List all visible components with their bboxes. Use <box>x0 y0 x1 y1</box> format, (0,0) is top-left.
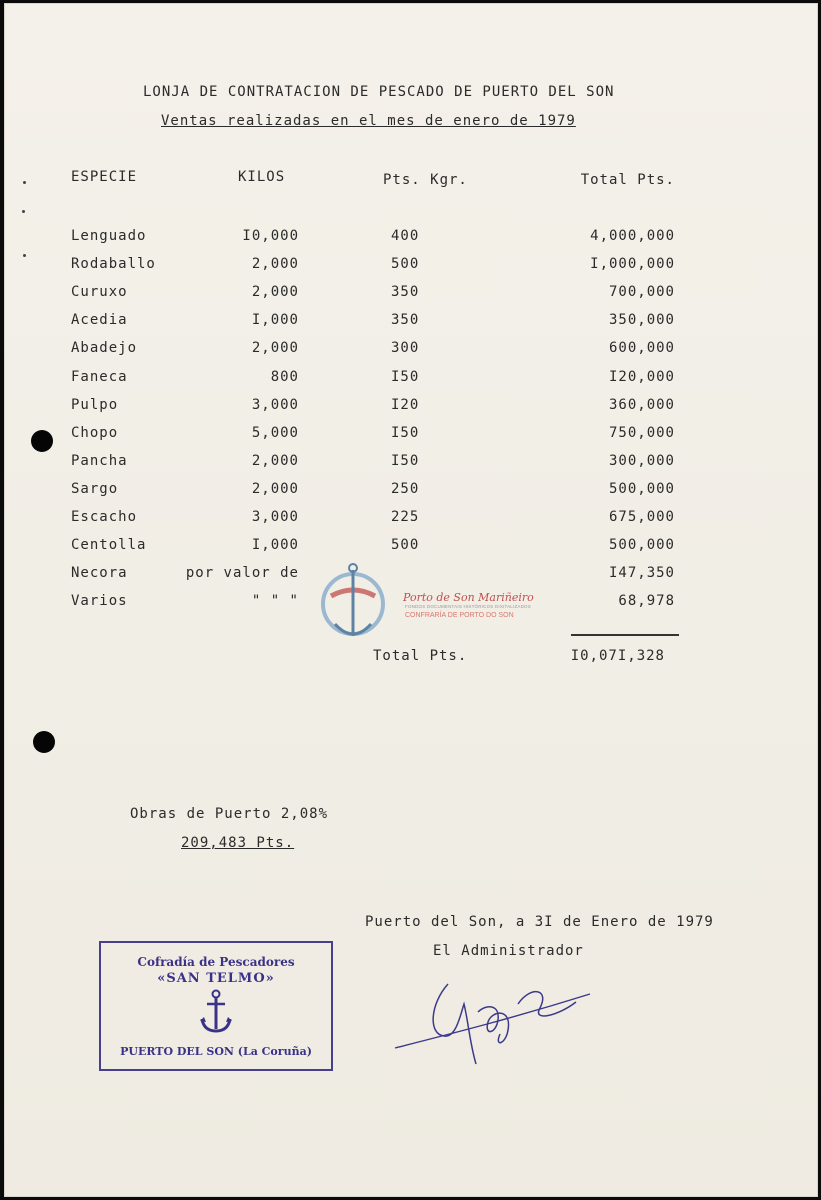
column-header-especie: ESPECIE <box>71 169 138 185</box>
column-header-total: Total Pts. <box>580 172 675 188</box>
cell-kilos: I,000 <box>251 537 299 553</box>
cell-especie: Necora <box>71 565 128 581</box>
watermark-tagline: FONDOS DOCUMENTAIS HISTÓRICOS DIXITALIZADOS <box>405 604 531 609</box>
cofradia-stamp <box>99 941 333 1071</box>
column-header-kilos: KILOS <box>238 169 286 185</box>
margin-mark <box>23 254 26 257</box>
document-subtitle: Ventas realizadas en el mes de enero de 1979 <box>161 113 576 129</box>
cell-total: 750,000 <box>608 425 675 441</box>
cell-kilos: 2,000 <box>251 453 299 469</box>
cell-total: 4,000,000 <box>590 228 675 244</box>
cell-kilos: 3,000 <box>251 397 299 413</box>
cell-especie: Escacho <box>71 509 138 525</box>
cell-kilos: 800 <box>270 369 299 385</box>
total-label: Total Pts. <box>373 648 468 664</box>
administrator-label: El Administrador <box>433 943 584 959</box>
column-header-pts-kgr: Pts. Kgr. <box>383 172 468 188</box>
cell-total: 675,000 <box>608 509 675 525</box>
cell-pts-kgr: I50 <box>391 369 420 385</box>
obras-amount: 209,483 Pts. <box>181 835 295 851</box>
stamp-line2: «SAN TELMO» <box>157 971 275 986</box>
cell-especie: Faneca <box>71 369 128 385</box>
cell-kilos: por valor de <box>185 565 299 581</box>
margin-mark <box>23 181 26 184</box>
document-page <box>4 3 818 1197</box>
cell-total: 500,000 <box>608 481 675 497</box>
cell-kilos: 2,000 <box>251 481 299 497</box>
cell-pts-kgr: 225 <box>391 509 420 525</box>
cell-kilos: " " " <box>251 593 299 609</box>
cell-especie: Pancha <box>71 453 128 469</box>
cell-especie: Lenguado <box>71 228 147 244</box>
cell-pts-kgr: 500 <box>391 537 420 553</box>
cell-especie: Centolla <box>71 537 147 553</box>
stamp-line3: PUERTO DEL SON (La Coruña) <box>120 1045 312 1058</box>
cell-especie: Acedia <box>71 312 128 328</box>
total-value: I0,07I,328 <box>570 648 665 664</box>
cell-especie: Varios <box>71 593 128 609</box>
cell-kilos: I0,000 <box>242 228 299 244</box>
cell-total: I20,000 <box>608 369 675 385</box>
cell-total: 700,000 <box>608 284 675 300</box>
cell-kilos: 3,000 <box>251 509 299 525</box>
cell-kilos: 2,000 <box>251 340 299 356</box>
margin-mark <box>22 210 25 213</box>
cell-kilos: 2,000 <box>251 256 299 272</box>
total-rule <box>571 634 679 636</box>
cell-pts-kgr: I50 <box>391 453 420 469</box>
watermark-brand: Porto de Son Mariñeiro <box>403 591 534 604</box>
cell-kilos: 2,000 <box>251 284 299 300</box>
cell-total: I,000,000 <box>590 256 675 272</box>
cell-total: I47,350 <box>608 565 675 581</box>
cell-kilos: I,000 <box>251 312 299 328</box>
signature <box>390 964 610 1074</box>
cell-total: 350,000 <box>608 312 675 328</box>
punch-hole <box>33 731 55 753</box>
cell-pts-kgr: 350 <box>391 284 420 300</box>
obras-label: Obras de Puerto 2,08% <box>130 806 329 822</box>
cell-pts-kgr: 500 <box>391 256 420 272</box>
cell-especie: Rodaballo <box>71 256 156 272</box>
anchor-icon <box>199 989 233 1035</box>
cell-pts-kgr: I20 <box>391 397 420 413</box>
cell-pts-kgr: 400 <box>391 228 420 244</box>
cell-total: 68,978 <box>618 593 675 609</box>
cell-total: 600,000 <box>608 340 675 356</box>
cell-pts-kgr: I50 <box>391 425 420 441</box>
cell-especie: Sargo <box>71 481 119 497</box>
stamp-line1: Cofradía de Pescadores <box>137 955 295 969</box>
cell-especie: Chopo <box>71 425 119 441</box>
cell-especie: Curuxo <box>71 284 128 300</box>
cell-pts-kgr: 300 <box>391 340 420 356</box>
cell-especie: Abadejo <box>71 340 138 356</box>
cell-kilos: 5,000 <box>251 425 299 441</box>
cell-total: 360,000 <box>608 397 675 413</box>
cell-pts-kgr: 350 <box>391 312 420 328</box>
place-date: Puerto del Son, a 3I de Enero de 1979 <box>365 914 714 930</box>
cell-pts-kgr: 250 <box>391 481 420 497</box>
cell-especie: Pulpo <box>71 397 119 413</box>
document-title: LONJA DE CONTRATACION DE PESCADO DE PUERTO DEL SON <box>143 84 615 100</box>
watermark-org: CONFRARÍA DE PORTO DO SON <box>405 612 514 619</box>
cell-total: 300,000 <box>608 453 675 469</box>
cell-total: 500,000 <box>608 537 675 553</box>
punch-hole <box>31 430 53 452</box>
